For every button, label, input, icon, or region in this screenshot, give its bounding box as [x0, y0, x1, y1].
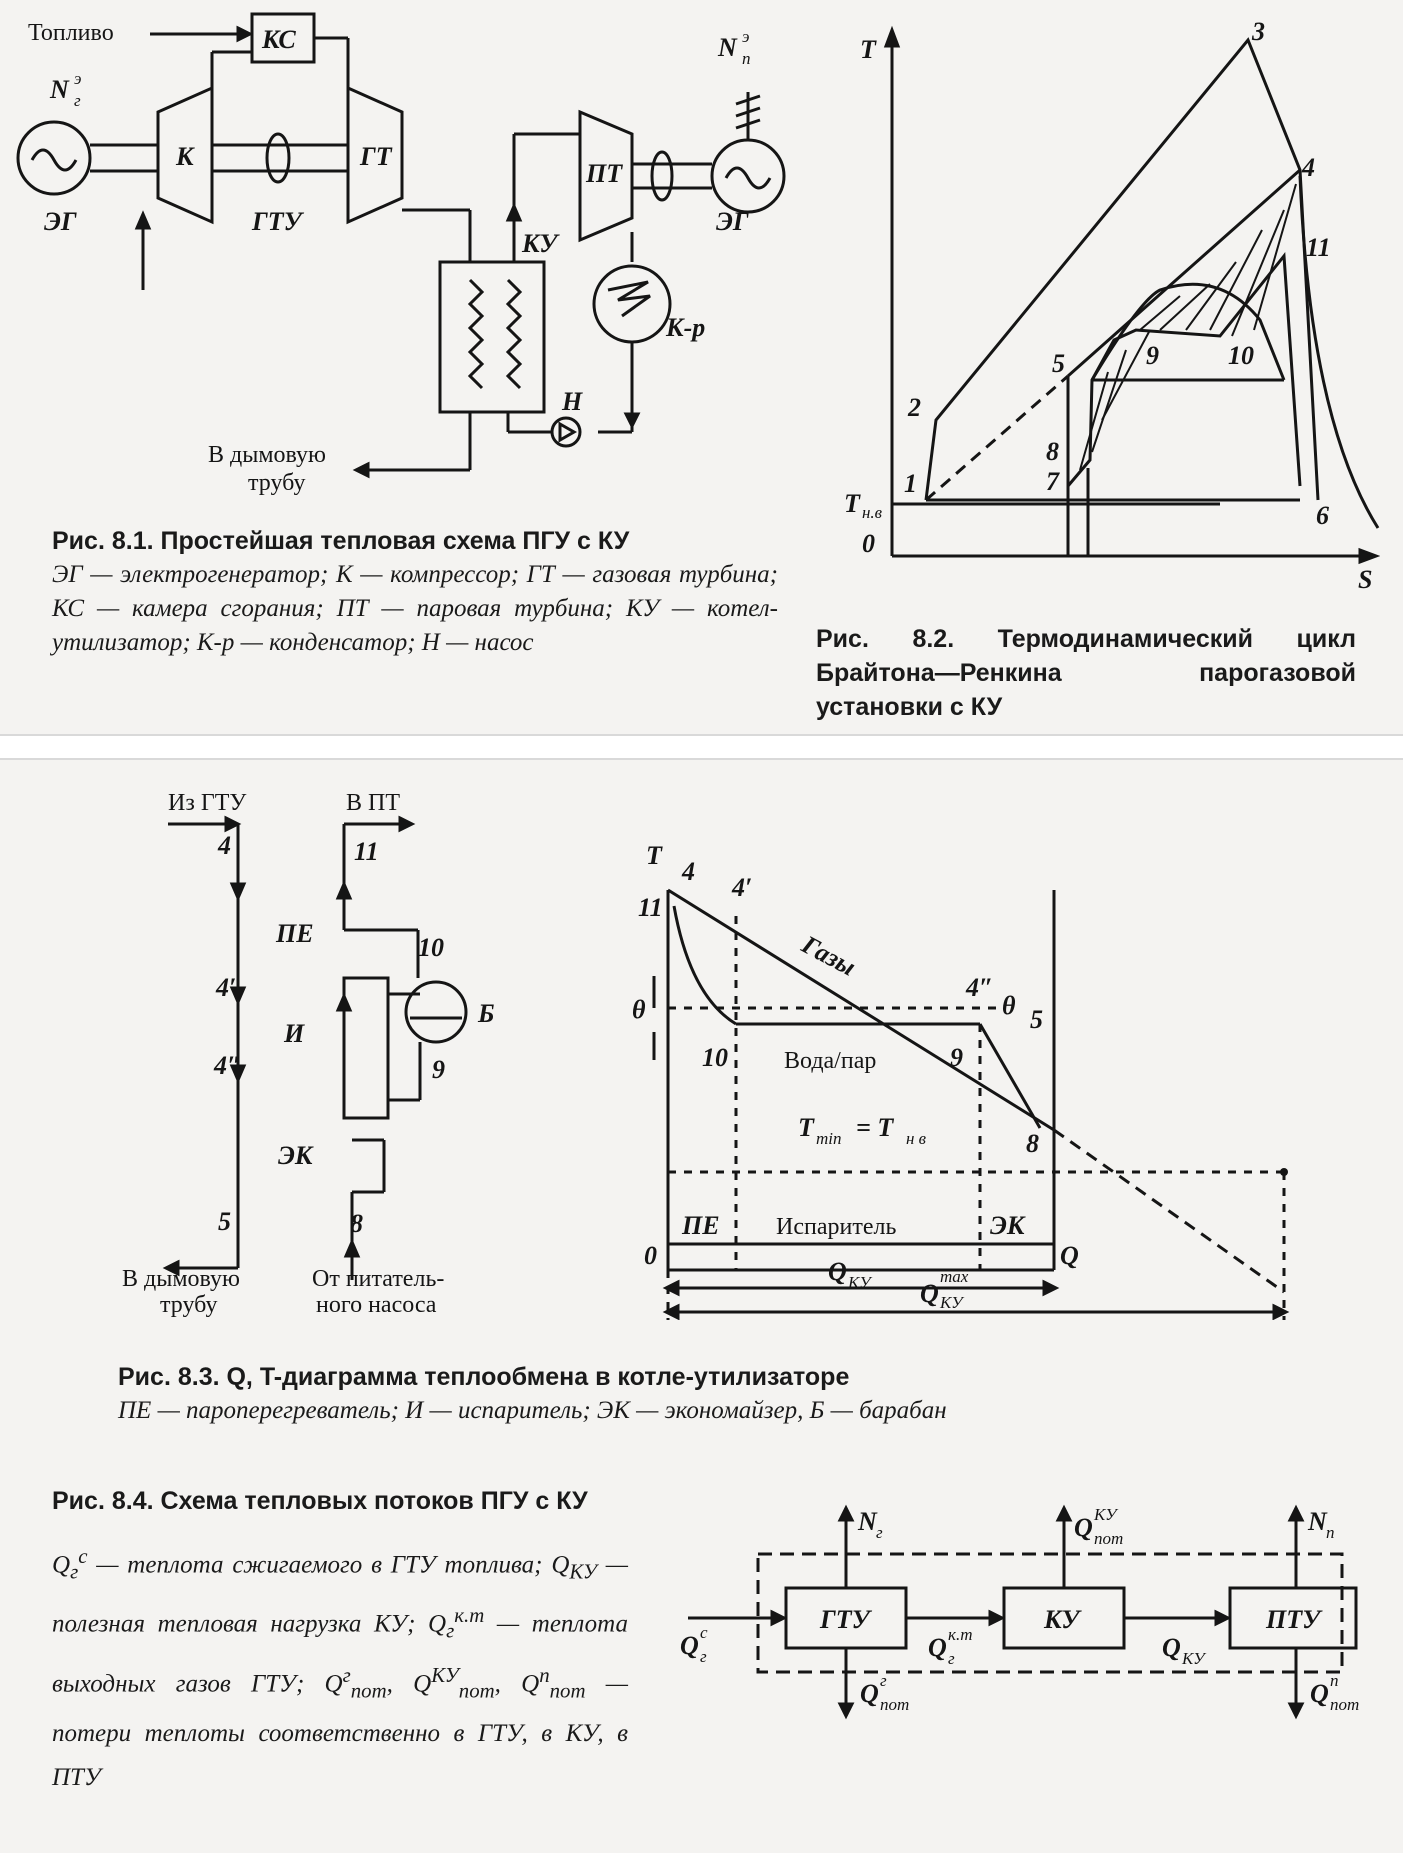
ku-box-label: КУ: [1044, 1605, 1080, 1634]
gt-label: ГТ: [360, 142, 392, 171]
qlossku-sub: пот: [1094, 1529, 1124, 1548]
ng-label: N: [50, 75, 69, 104]
condenser-coil: [608, 282, 650, 316]
evaporator: [344, 978, 388, 1118]
ku-coil-1: [470, 280, 482, 388]
water-label: Вода/пар: [784, 1048, 877, 1074]
qku-flow-sub: КУ: [1182, 1649, 1205, 1668]
caption-8-3-body: ПЕ — пароперегреватель; И — испаритель; ЭК — экономайзер, Б — барабан: [118, 1397, 947, 1424]
evap-band: Испаритель: [776, 1214, 897, 1240]
qkt-sub: г: [948, 1649, 955, 1668]
caption-8-4-title: Рис. 8.4. Схема тепловых потоков ПГУ с КУ: [52, 1487, 588, 1515]
qt-p5: 5: [1030, 1005, 1043, 1034]
gtu-box-label: ГТУ: [820, 1605, 870, 1634]
caption-8-3-title: Рис. 8.3. Q, T-диаграмма теплообмена в котле-утилизаторе: [118, 1363, 850, 1391]
qku-label: Q: [828, 1257, 847, 1286]
k-label: К: [176, 142, 194, 171]
point-10: 10: [1228, 341, 1254, 370]
fig3-b: Б: [478, 999, 495, 1028]
ks-label: КС: [262, 25, 296, 54]
fig3-p4: 4: [218, 831, 231, 860]
economizer-line: [980, 1024, 1040, 1128]
np-sup: э: [742, 27, 750, 46]
tnv-sub: н.в: [862, 503, 883, 522]
tail-curve: [1300, 176, 1378, 528]
qt-p4b: 4″: [966, 973, 994, 1002]
fuel-label: Топливо: [28, 20, 114, 46]
pt-label: ПТ: [586, 159, 623, 188]
qt-p10: 10: [702, 1043, 728, 1072]
qt-q-label: Q: [1060, 1241, 1079, 1270]
ek-band: ЭК: [990, 1211, 1025, 1240]
gas-extension: [1054, 1130, 1284, 1292]
tmin-point: [1280, 1168, 1288, 1176]
tnv-sub-2: н в: [906, 1129, 927, 1148]
np-flow-label: N: [1308, 1507, 1327, 1536]
caption-8-1-body: ЭГ — электрогенератор; К — компрессор; ГТ — газовая турбина; КС — камера сгорания; ПТ — паровая турбина; КУ — котел-утилизатор; К-р — конденсатор; Н — насос: [52, 561, 778, 656]
ku-label: КУ: [522, 229, 558, 258]
fig3-p11: 11: [354, 837, 379, 866]
point-4: 4: [1302, 153, 1315, 182]
qc-sup: с: [700, 1623, 708, 1642]
point-1: 1: [904, 469, 917, 498]
qkt-sup: к.т: [948, 1625, 973, 1644]
eg-left-label: ЭГ: [44, 207, 77, 236]
gtu-rotation: [267, 134, 289, 182]
zero-label: 0: [862, 529, 875, 558]
qlossg-label: Q: [860, 1679, 879, 1708]
fig3-p5: 5: [218, 1207, 231, 1236]
gases-label: Газы: [797, 929, 861, 982]
superheat-curve: [674, 906, 736, 1024]
qmax-sup: max: [940, 1267, 969, 1286]
pump-label: Н: [562, 387, 583, 416]
caption-8-1: [52, 524, 778, 660]
generator-left-wave: [32, 150, 76, 170]
figure-8-3: [0, 780, 1403, 1320]
kr-label: К-р: [666, 313, 706, 342]
fig3-p4b: 4″: [214, 1051, 242, 1080]
qlossku-label: Q: [1074, 1513, 1093, 1542]
condenser: [594, 266, 670, 342]
exhaust-label: В дымовую: [208, 442, 326, 468]
s-axis-label: S: [1358, 565, 1373, 594]
figure-8-4: [660, 1496, 1390, 1726]
tmin-eq: = T: [856, 1113, 894, 1142]
line-4-5: [1068, 170, 1300, 376]
pe-band: ПЕ: [682, 1211, 720, 1240]
ng-sup: э: [74, 69, 82, 88]
from-gtu-label: Из ГТУ: [168, 790, 247, 816]
point-7: 7: [1046, 467, 1059, 496]
qc-label: Q: [680, 1631, 699, 1660]
qlossg-sup: г: [880, 1671, 887, 1690]
exhaust-label-2: трубу: [248, 470, 306, 496]
fig3-i: И: [284, 1019, 305, 1048]
np-label: N: [718, 33, 737, 62]
ng-sub: г: [74, 91, 81, 110]
feed-label: От питатель-: [312, 1266, 445, 1292]
tnv-label: T: [844, 489, 860, 518]
fig3-p10: 10: [418, 933, 444, 962]
point-3: 3: [1252, 17, 1265, 46]
ng-flow-label: N: [858, 1507, 877, 1536]
qku-sub: КУ: [848, 1273, 871, 1292]
tmin-sub: min: [816, 1129, 842, 1148]
gas-line: [668, 890, 1054, 1130]
ku-box: [440, 262, 544, 412]
point-8: 8: [1046, 437, 1059, 466]
feed-label-2: ного насоса: [316, 1292, 437, 1318]
qt-p9: 9: [950, 1043, 963, 1072]
figure-8-1: [0, 0, 860, 520]
fig3-p4a: 4′: [216, 973, 237, 1002]
caption-8-1-title: Рис. 8.1. Простейшая тепловая схема ПГУ с КУ: [52, 527, 630, 555]
fig3-ek: ЭК: [278, 1141, 313, 1170]
qlossp-label: Q: [1310, 1679, 1329, 1708]
fuel-arrowhead: [238, 28, 250, 40]
qt-p8: 8: [1026, 1129, 1039, 1158]
exhaust-label-3: В дымовую: [122, 1266, 240, 1292]
t-axis-label: T: [860, 35, 876, 64]
ng-flow-sub: г: [876, 1523, 883, 1542]
qt-p4: 4: [682, 857, 695, 886]
qc-sub: г: [700, 1647, 707, 1666]
fig3-pe: ПЕ: [276, 919, 314, 948]
caption-8-4-body: $Q_г^с$ — теплота сжигаемого в ГТУ топлива; $Q_{КУ}$ — полезная тепловая нагрузка КУ; $Q_г^{к.т}$ — теплота выходных газов ГТУ; $Q^г_{пот}$, $Q^{КУ}_{пот}$, $Q^п_{пот}$ — потери теплоты соответственно в ГТУ, в КУ, в ПТУ: [52, 1544, 628, 1791]
tmin-label: T: [798, 1113, 814, 1142]
qlossp-sub: пот: [1330, 1695, 1360, 1714]
to-pt-label: В ПТ: [346, 790, 400, 816]
point-11: 11: [1306, 233, 1331, 262]
qkt-label: Q: [928, 1633, 947, 1662]
point-5: 5: [1052, 349, 1065, 378]
qt-p11: 11: [638, 893, 663, 922]
gtu-label: ГТУ: [252, 207, 302, 236]
caption-8-2: [816, 622, 1356, 724]
point-2: 2: [908, 393, 921, 422]
drum: [406, 982, 466, 1042]
generator-right-wave: [726, 168, 770, 188]
fig3-p8: 8: [350, 1209, 363, 1238]
ptu-box-label: ПТУ: [1266, 1605, 1321, 1634]
eg-right-label: ЭГ: [716, 207, 749, 236]
qt-p4a: 4′: [732, 873, 753, 902]
qlossg-sub: пот: [880, 1695, 910, 1714]
caption-8-2-title: Рис. 8.2. Термодинамический цикл Брайтона—Ренкина парогазовой установки с КУ: [816, 625, 1356, 721]
caption-8-3: [118, 1360, 1218, 1428]
qt-theta-label: θ: [632, 995, 646, 1024]
exhaust-label-4: трубу: [160, 1292, 218, 1318]
qt-t-label: T: [646, 841, 662, 870]
qlossp-sup: п: [1330, 1671, 1339, 1690]
qt-theta2: θ: [1002, 991, 1016, 1020]
qmax-sub: КУ: [940, 1293, 963, 1312]
pt-rotation: [652, 152, 672, 200]
point-9: 9: [1146, 341, 1159, 370]
fig3-p9: 9: [432, 1055, 445, 1084]
ku-coil-2: [508, 280, 520, 388]
caption-8-4: [52, 1484, 628, 1800]
qlossku-sup: КУ: [1094, 1505, 1117, 1524]
qt-zero-label: 0: [644, 1241, 657, 1270]
qmax-label: Q: [920, 1279, 939, 1308]
np-sub: п: [742, 49, 751, 68]
point-6: 6: [1316, 501, 1329, 530]
np-flow-sub: п: [1326, 1523, 1335, 1542]
figure-8-2: [840, 0, 1380, 600]
page-gap: [0, 734, 1403, 760]
qku-flow-label: Q: [1162, 1633, 1181, 1662]
